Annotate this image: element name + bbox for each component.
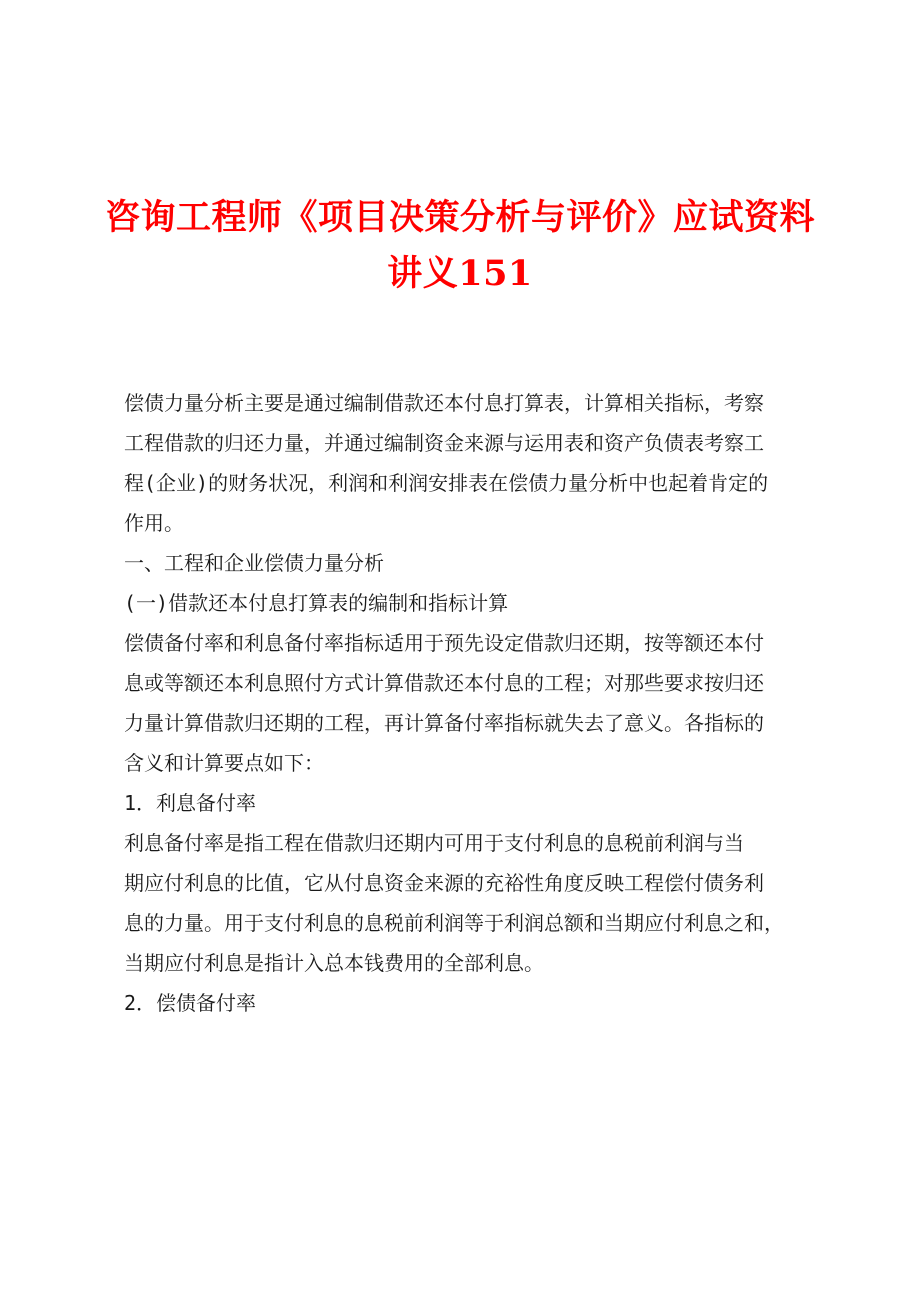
body-line: 息或等额还本利息照付方式计算借款还本付息的工程；对那些要求按归还	[124, 671, 764, 695]
document-title	[80, 190, 840, 302]
body-line: 偿债备付率和利息备付率指标适用于预先设定借款归还期，按等额还本付	[124, 631, 764, 655]
body-line: 利息备付率是指工程在借款归还期内可用于支付利息的息税前利润与当	[124, 831, 744, 855]
body-line: 息的力量。用于支付利息的息税前利润等于利润总额和当期应付利息之和，	[124, 911, 784, 935]
document-body	[124, 383, 814, 1023]
section-heading: 一、工程和企业偿债力量分析	[124, 551, 384, 575]
body-line: 工程借款的归还力量，并通过编制资金来源与运用表和资产负债表考察工	[124, 431, 764, 455]
body-line: 含义和计算要点如下：	[124, 751, 324, 775]
title-line-2: 讲义151	[387, 253, 533, 294]
body-line: 作用。	[124, 511, 184, 535]
item-heading-1: 1．利息备付率	[124, 791, 257, 815]
body-line: 程(企业)的财务状况，利润和利润安排表在偿债力量分析中也起着肯定的	[124, 471, 769, 495]
title-line-1: 咨询工程师《项目决策分析与评价》应试资料	[104, 197, 815, 238]
body-line: 当期应付利息是指计入总本钱费用的全部利息。	[124, 951, 544, 975]
body-line: 偿债力量分析主要是通过编制借款还本付息打算表，计算相关指标，考察	[124, 391, 764, 415]
body-line: 力量计算借款归还期的工程，再计算备付率指标就失去了意义。各指标的	[124, 711, 764, 735]
body-line: 期应付利息的比值，它从付息资金来源的充裕性角度反映工程偿付债务利	[124, 871, 764, 895]
item-heading-2: 2．偿债备付率	[124, 991, 257, 1015]
subsection-heading: (一)借款还本付息打算表的编制和指标计算	[124, 591, 509, 615]
